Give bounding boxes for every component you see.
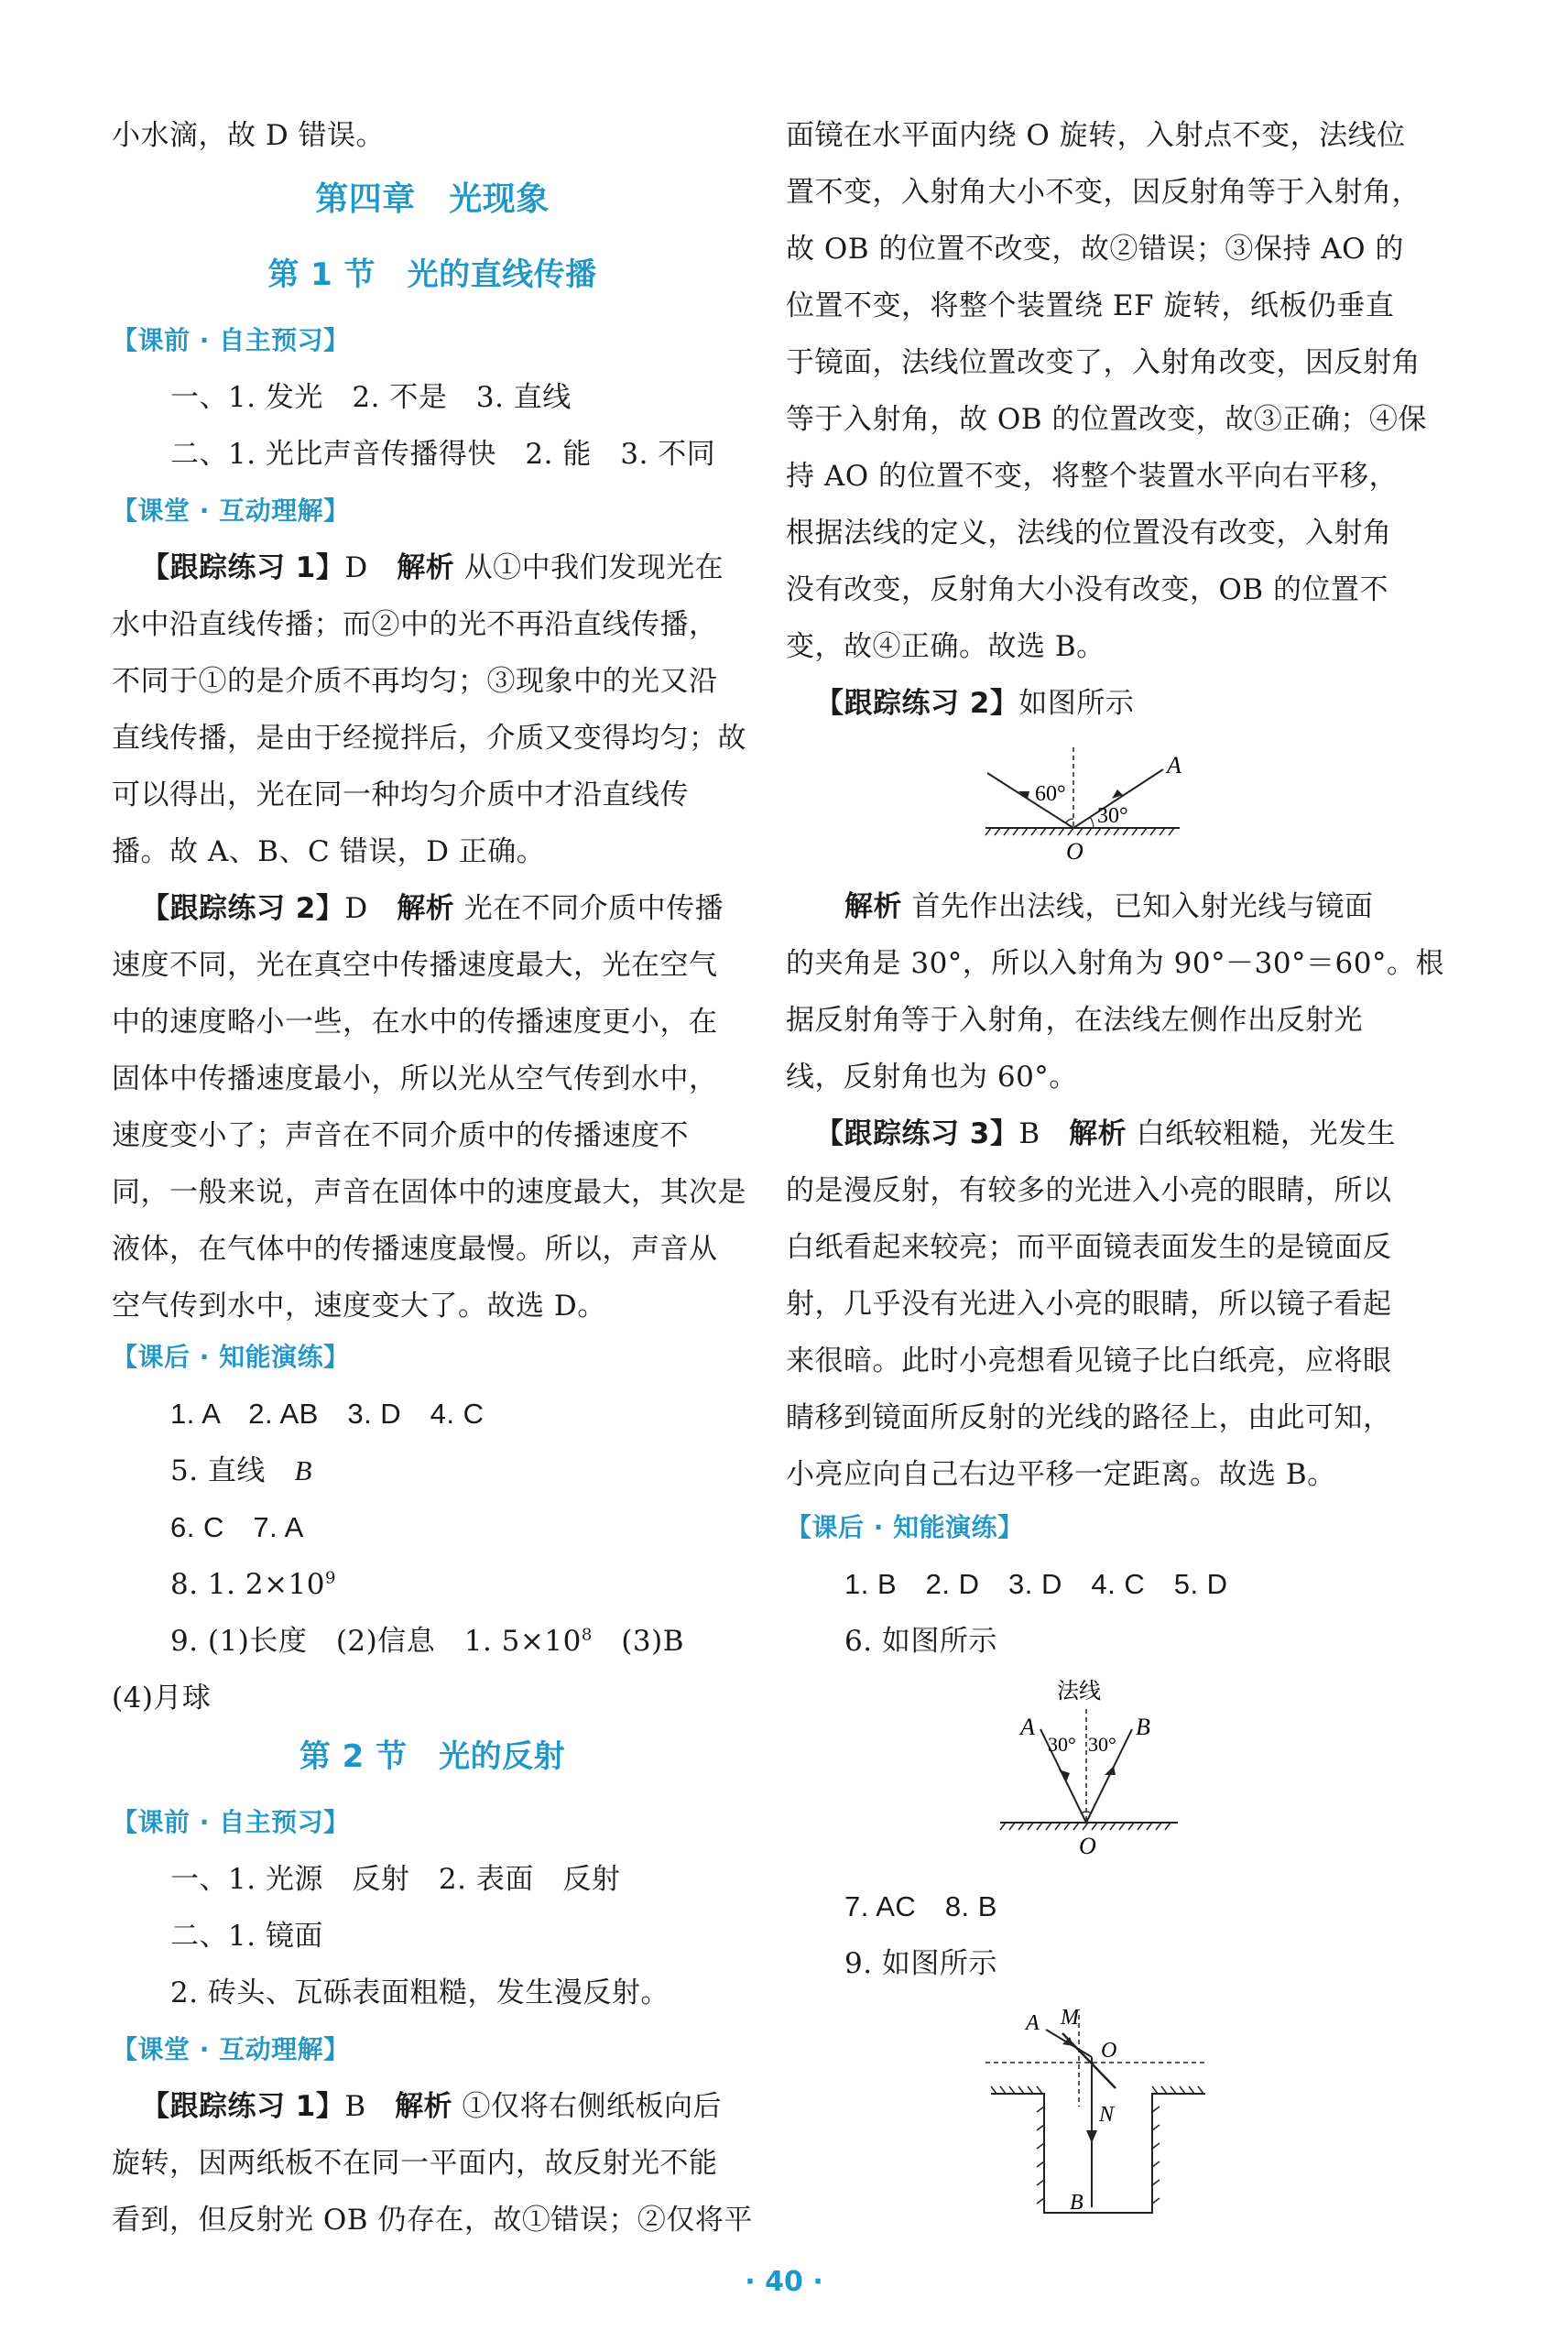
- answer-line: 一、1. 光源 反射 2. 表面 反射: [170, 1863, 621, 1896]
- point-label: N: [1099, 2103, 1115, 2127]
- text-line: 直线传播，是由于经搅拌后，介质又变得均匀；故: [112, 722, 746, 755]
- answer-line: 6. 如图所示: [844, 1625, 997, 1658]
- text-line: 小亮应向自己右边平移一定距离。故选 B。: [786, 1458, 1336, 1491]
- text-line: 位置不变，将整个装置绕 EF 旋转，纸板仍垂直: [786, 289, 1395, 322]
- exercise-label: 【跟踪练习 2】: [141, 892, 345, 925]
- tag-preview: 【课前 · 自主预习】: [112, 325, 350, 355]
- angle-label: 30°: [1088, 1733, 1116, 1756]
- answer-text: (3)B: [592, 1625, 684, 1658]
- answer-text: 5. 直线: [170, 1454, 295, 1487]
- text-line: 白纸看起来较亮；而平面镜表面发生的是镜面反: [786, 1231, 1392, 1264]
- answer-line: 7. AC 8. B: [844, 1890, 997, 1922]
- exercise-2: [141, 890, 724, 927]
- point-label: A: [1167, 752, 1181, 778]
- text-line: 根据法线的定义，法线的位置没有改变，入射角: [786, 517, 1392, 550]
- exercise-1: [141, 2088, 722, 2125]
- text-line: 据反射角等于入射角，在法线左侧作出反射光: [786, 1004, 1363, 1037]
- angle-label: 30°: [1097, 804, 1128, 828]
- text-line: 如图所示: [1018, 687, 1135, 720]
- text-line: 变，故④正确。故选 B。: [786, 630, 1105, 663]
- text-line: 光在不同介质中传播: [454, 892, 724, 925]
- text-line: 持 AO 的位置不变，将整个装置水平向右平移，: [786, 460, 1399, 493]
- text-line: 线，反射角也为 60°。: [786, 1061, 1078, 1094]
- figure-reflection-3: [978, 1997, 1216, 2226]
- answer-line: 2. 砖头、瓦砾表面粗糙，发生漫反射。: [170, 1976, 670, 2009]
- answer-text: 8. 1. 2×10: [170, 1568, 326, 1601]
- answer-line: (4)月球: [112, 1682, 212, 1715]
- answer-line: [170, 1453, 312, 1489]
- answer-line: 二、1. 光比声音传播得快 2. 能 3. 不同: [170, 438, 716, 471]
- text-line: 等于入射角，故 OB 的位置改变，故③正确；④保: [786, 403, 1427, 436]
- exercise-answer: B: [344, 2090, 396, 2123]
- text-line: 没有改变，反射角大小没有改变，OB 的位置不: [786, 573, 1389, 606]
- answer-line: 一、1. 发光 2. 不是 3. 直线: [170, 381, 572, 414]
- well-outline: [991, 2094, 1205, 2213]
- point-label: B: [1136, 1714, 1150, 1740]
- text-line: 的夹角是 30°，所以入射角为 90°－30°＝60°。根: [786, 947, 1444, 980]
- point-label: M: [1061, 2006, 1079, 2030]
- figure-reflection-1: [960, 740, 1198, 868]
- exercise-answer: D: [344, 892, 397, 925]
- text-line: 的是漫反射，有较多的光进入小亮的眼睛，所以: [786, 1174, 1392, 1207]
- analysis-label: 解析: [397, 892, 455, 925]
- exercise-label: 【跟踪练习 2】: [815, 687, 1019, 720]
- answer-line: 1. B 2. D 3. D 4. C 5. D: [844, 1568, 1228, 1600]
- text-line: 速度变小了；声音在不同介质中的传播速度不: [112, 1119, 689, 1152]
- text-line: 睛移到镜面所反射的光线的路径上，由此可知，: [786, 1401, 1392, 1434]
- page-number: · 40 ·: [745, 2266, 823, 2298]
- answer-line: 6. C 7. A: [170, 1511, 304, 1543]
- exercise-label: 【跟踪练习 1】: [141, 551, 345, 584]
- analysis-label: 解析: [1069, 1117, 1127, 1150]
- tag-post: 【课后 · 知能演练】: [112, 1342, 350, 1372]
- text-line: 速度不同，光在真空中传播速度最大，光在空气: [112, 949, 718, 982]
- text-line: 置不变，入射角大小不变，因反射角等于入射角，: [786, 176, 1421, 209]
- mirror-hatching: [985, 828, 1174, 835]
- text-line: 空气传到水中，速度变大了。故选 D。: [112, 1290, 606, 1323]
- text-line: 看到，但反射光 OB 仍存在，故①错误；②仅将平: [112, 2204, 753, 2237]
- normal-label: 法线: [1057, 1680, 1101, 1704]
- text-line: 面镜在水平面内绕 O 旋转，入射点不变，法线位: [786, 119, 1406, 152]
- answer-italic: B: [294, 1454, 312, 1486]
- analysis-label: 解析: [397, 551, 455, 584]
- angle-arc: [1066, 819, 1073, 822]
- exercise-1: [141, 550, 724, 586]
- text-line: 从①中我们发现光在: [454, 551, 724, 584]
- text-line: 小水滴，故 D 错误。: [112, 119, 386, 152]
- text-line: 播。故 A、B、C 错误，D 正确。: [112, 835, 546, 868]
- text-line: 于镜面，法线位置改变了，入射角改变，因反射角: [786, 346, 1421, 379]
- text-line: 来很暗。此时小亮想看见镜子比白纸亮，应将眼: [786, 1345, 1392, 1377]
- answer-line: [170, 1623, 684, 1660]
- text-line: 同，一般来说，声音在固体中的速度最大，其次是: [112, 1176, 746, 1209]
- analysis-label: 解析: [395, 2090, 453, 2123]
- text-line: 中的速度略小一些，在水中的传播速度更小，在: [112, 1006, 718, 1039]
- text-line: ①仅将右侧纸板向后: [452, 2090, 723, 2123]
- ground-hatching: [991, 2086, 1203, 2204]
- exponent: 9: [325, 1568, 336, 1588]
- point-label: O: [1101, 2039, 1117, 2063]
- text-line: 不同于①的是介质不再均匀；③现象中的光又沿: [112, 665, 718, 698]
- chapter-title: 第四章 光现象: [315, 180, 550, 218]
- section-title: 第 1 节 光的直线传播: [267, 256, 597, 293]
- angle-arc: [1090, 817, 1094, 828]
- text-line: 旋转，因两纸板不在同一平面内，故反射光不能: [112, 2147, 718, 2180]
- exponent: 8: [581, 1625, 593, 1645]
- incident-arrow: [1059, 1769, 1070, 1782]
- tag-class: 【课堂 · 互动理解】: [112, 2034, 350, 2064]
- text-line: 液体，在气体中的传播速度最慢。所以，声音从: [112, 1233, 718, 1266]
- text-line: 可以得出，光在同一种均匀介质中才沿直线传: [112, 778, 689, 811]
- tag-preview: 【课前 · 自主预习】: [112, 1807, 350, 1837]
- answer-line: 二、1. 镜面: [170, 1920, 323, 1953]
- exercise-2: [815, 685, 1134, 722]
- answer-text: 9. (1)长度 (2)信息 1. 5×10: [170, 1625, 582, 1658]
- point-label: O: [1079, 1833, 1096, 1859]
- exercise-label: 【跟踪练习 1】: [141, 2090, 345, 2123]
- text-line: 固体中传播速度最小，所以光从空气传到水中，: [112, 1062, 718, 1095]
- text-line: 故 OB 的位置不改变，故②错误；③保持 AO 的: [786, 233, 1404, 266]
- exercise-answer: D: [344, 551, 397, 584]
- figure-reflection-2: [987, 1676, 1189, 1859]
- reflected-arrow: [1086, 2130, 1097, 2143]
- reflected-arrow: [1105, 1766, 1116, 1775]
- answer-line: [170, 1566, 336, 1603]
- exercise-3: [815, 1116, 1396, 1152]
- exercise-label: 【跟踪练习 3】: [815, 1117, 1019, 1150]
- exercise-answer: B: [1018, 1117, 1070, 1150]
- analysis-label: 解析: [844, 890, 902, 923]
- mirror-hatching: [1000, 1823, 1171, 1830]
- text-line: 白纸较粗糙，光发生: [1127, 1117, 1397, 1150]
- answer-line: 1. A 2. AB 3. D 4. C: [170, 1398, 485, 1430]
- tag-class: 【课堂 · 互动理解】: [112, 495, 350, 526]
- angle-label: 60°: [1035, 782, 1066, 806]
- answer-line: 9. 如图所示: [844, 1947, 997, 1980]
- angle-label: 30°: [1048, 1733, 1076, 1756]
- tag-post: 【课后 · 知能演练】: [786, 1512, 1024, 1542]
- point-label: O: [1066, 838, 1083, 865]
- text-line: 射，几乎没有光进入小亮的眼睛，所以镜子看起: [786, 1288, 1392, 1321]
- point-label: A: [1020, 1714, 1035, 1740]
- point-label: A: [1026, 2011, 1040, 2035]
- text-line: 首先作出法线，已知入射光线与镜面: [902, 890, 1374, 923]
- point-label: B: [1070, 2191, 1083, 2215]
- analysis-block: [844, 888, 1373, 925]
- section-title: 第 2 节 光的反射: [299, 1738, 566, 1775]
- text-line: 水中沿直线传播；而②中的光不再沿直线传播，: [112, 608, 718, 641]
